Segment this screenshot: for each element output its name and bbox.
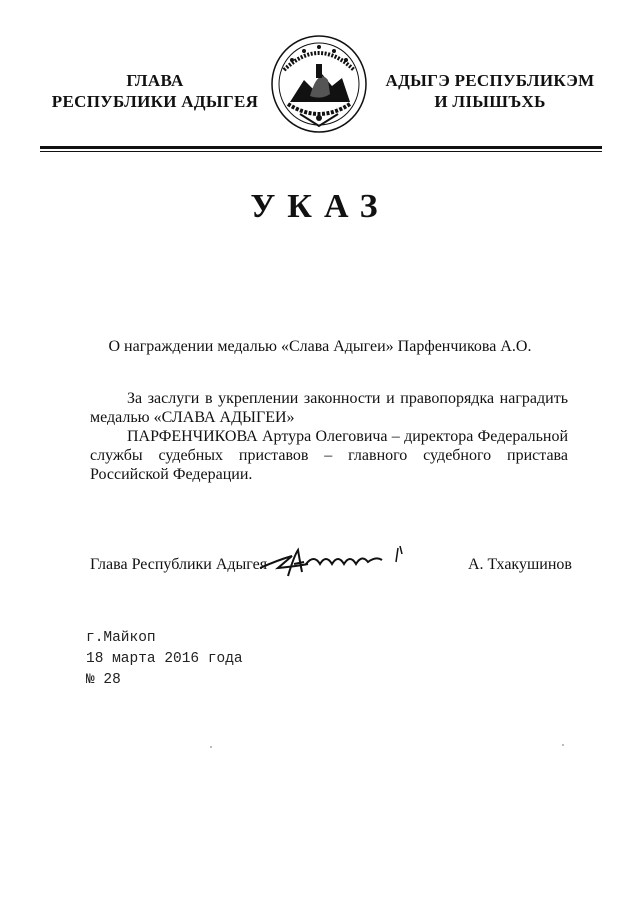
coat-of-arms-adygea-icon (270, 34, 368, 134)
footer-date: 18 марта 2016 года (86, 651, 243, 667)
footer-number: № 28 (86, 672, 121, 688)
header-rule-thin (40, 151, 602, 152)
header-left (40, 70, 270, 112)
signature-name: А. Тхакушинов (468, 556, 572, 573)
header-rule-thick (40, 146, 602, 149)
body-paragraph-1: За заслуги в укреплении законности и правопорядка наградить медалью «СЛАВА АДЫГЕИ» (90, 390, 568, 426)
header-right (380, 70, 600, 112)
handwritten-signature-icon (258, 542, 408, 582)
body-paragraph-2: ПАРФЕНЧИКОВА Артура Олеговича – директора Федеральной службы судебных приставов – главного судебного пристава Российской Федерации. (90, 428, 568, 483)
scan-speck (562, 744, 564, 746)
header-left-line1: ГЛАВА (126, 71, 184, 90)
document-subject: О награждении медалью «Слава Адыгеи» Парфенчикова А.О. (108, 338, 532, 355)
signature-position: Глава Республики Адыгея (90, 556, 268, 573)
header-left-line2: РЕСПУБЛИКИ АДЫГЕЯ (51, 92, 259, 111)
footer-city: г.Майкоп (86, 630, 156, 646)
scan-speck (210, 746, 212, 748)
header-right-line1: АДЫГЭ РЕСПУБЛИКЭМ (385, 71, 595, 90)
document-body (90, 389, 568, 484)
document-title: УКАЗ (250, 188, 390, 225)
header-right-line2: И ЛІЫШЪХЬ (434, 92, 546, 111)
